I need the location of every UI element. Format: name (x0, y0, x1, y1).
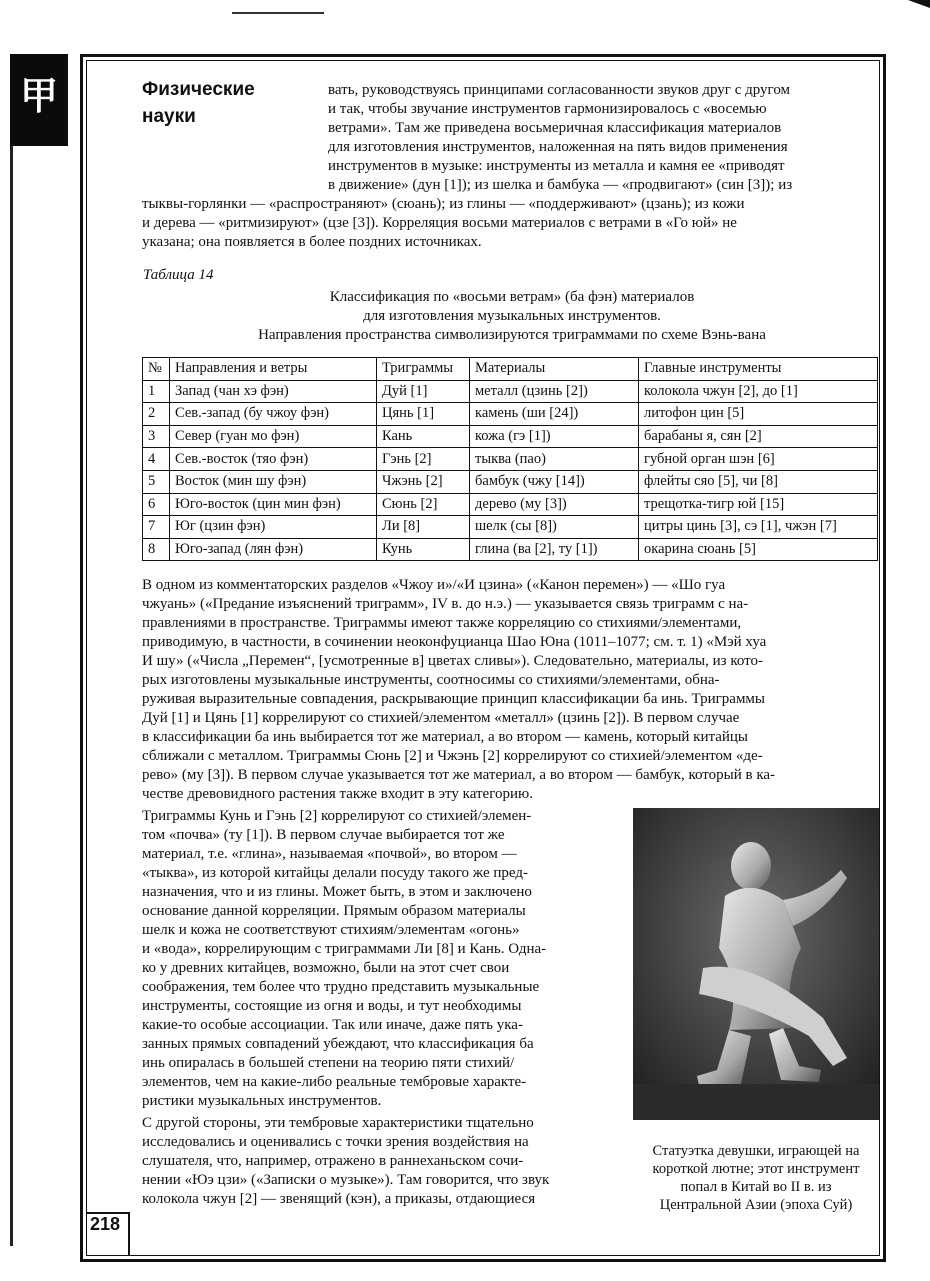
cell-material: камень (ши [24]) (470, 403, 639, 426)
cell-direction: Север (гуан мо фэн) (170, 425, 377, 448)
table-row (143, 493, 878, 516)
body-line: инструменты, состоящие из огня и воды, и тут необходимы (142, 998, 522, 1014)
body-line: и «вода», коррелирующим с триграммами Ли [8] и Кань. Одна- (142, 941, 547, 957)
sidebar-emblem-glyph: 甲 (19, 73, 58, 118)
body-line: честве древовидного растения также входит в эту категорию. (142, 786, 533, 802)
body-line: шелк и кожа не соответствуют стихиям/элементам «огонь» (142, 922, 520, 938)
cell-number: 1 (143, 380, 170, 403)
intro-line: инструментов в музыке: инструменты из металла и камня ее «приводят (328, 158, 785, 174)
cell-direction: Сев.-запад (бу чжоу фэн) (170, 403, 377, 426)
caption-line: Центральной Азии (эпоха Суй) (659, 1197, 853, 1213)
cell-material: глина (ва [2], ту [1]) (470, 538, 639, 561)
sidebar (0, 54, 70, 1262)
cell-number: 5 (143, 470, 170, 493)
cell-trigram: Дуй [1] (377, 380, 470, 403)
intro-line: в движение» (дун [1]); из шелка и бамбука — «продвигают» (син [3]); из (328, 177, 793, 193)
caption-line: Статуэтка девушки, играющей на (652, 1143, 860, 1159)
cell-trigram: Чжэнь [2] (377, 470, 470, 493)
body-line: назначения, что и из глины. Может быть, в этом и заключено (142, 884, 532, 900)
intro-line: ветрами». Там же приведена восьмеричная классификация материалов (328, 120, 782, 136)
body-line: Дуй [1] и Цянь [1] коррелируют со стихией/элементом «металл» (цзинь [2]). В первом случае (142, 710, 740, 726)
corner-mark (908, 0, 930, 8)
body-line: нении «Юэ цзи» («Записки о музыке»). Там говорится, что звук (142, 1172, 550, 1188)
body-line: чжуань» («Предание изъяснений триграмм», IV в. до н.э.) — указывается связь триграмм с на- (142, 596, 749, 612)
statuette-image (633, 808, 879, 1120)
cell-trigram: Цянь [1] (377, 403, 470, 426)
body-line: основание данной корреляции. Прямым образом материалы (142, 903, 526, 919)
cell-instruments: литофон цин [5] (639, 403, 878, 426)
body-line: В одном из комментаторских разделов «Чжоу и»/«И цзина» («Канон перемен») — «Шо гуа (142, 577, 726, 593)
heading-line-2: науки (142, 106, 196, 127)
cell-direction: Сев.-восток (тяо фэн) (170, 448, 377, 471)
cell-material: тыква (пао) (470, 448, 639, 471)
body-line: слушателя, что, например, отражено в раннеханьском сочи- (142, 1153, 524, 1169)
caption-line: короткой лютне; этот инструмент (652, 1161, 860, 1177)
body-line: ристики музыкальных инструментов. (142, 1093, 382, 1109)
cell-number: 2 (143, 403, 170, 426)
intro-line: тыквы-горлянки — «распространяют» (сюань); из глины — «поддерживают» (цзань); из кожи (142, 196, 745, 212)
cell-direction: Юго-восток (цин мин фэн) (170, 493, 377, 516)
table-title (140, 288, 884, 345)
table-title-line: для изготовления музыкальных инструментов. (363, 308, 661, 324)
body-line: исследовались и оценивались с точки зрения воздействия на (142, 1134, 529, 1150)
cell-instruments: флейты сяо [5], чи [8] (639, 470, 878, 493)
cell-material: бамбук (чжу [14]) (470, 470, 639, 493)
table-row (143, 538, 878, 561)
body-line: инь опиралась в большей степени на теорию пяти стихий/ (142, 1055, 515, 1071)
cell-trigram: Ли [8] (377, 516, 470, 539)
table-title-line: Классификация по «восьми ветрам» (ба фэн) материалов (329, 289, 695, 305)
table-row (143, 448, 878, 471)
body-line: правлениями в пространстве. Триграммы имеют также корреляцию со стихиями/элементами, (142, 615, 742, 631)
cell-trigram: Сюнь [2] (377, 493, 470, 516)
intro-line: вать, руководствуясь принципами согласованности звуков друг с другом (328, 82, 791, 98)
body-line: какие-то особые ассоциации. Так или иначе, даже пять ука- (142, 1017, 523, 1033)
body-line: рево» (му [3]). В первом случае указывается тот же материал, а во втором — бамбук, который в ка- (142, 767, 776, 783)
section-heading (142, 76, 312, 130)
table-title-line: Направления пространства символизируются триграммами по схеме Вэнь-вана (258, 327, 766, 343)
cell-material: шелк (сы [8]) (470, 516, 639, 539)
cell-trigram: Кунь (377, 538, 470, 561)
caption-line: попал в Китай во II в. из (680, 1179, 832, 1195)
body-line: руживая выразительные совпадения, раскрывающие принцип классификации ба инь. Триграммы (142, 691, 766, 707)
header-number: № (143, 358, 170, 381)
header-instruments: Главные инструменты (639, 358, 878, 381)
header-trigram: Триграммы (377, 358, 470, 381)
sidebar-rule (10, 146, 13, 1246)
table-row (143, 403, 878, 426)
table-row (143, 470, 878, 493)
body-line: занных прямых совпадений убеждают, что классификация ба (142, 1036, 534, 1052)
cell-instruments: окарина сюань [5] (639, 538, 878, 561)
cell-trigram: Кань (377, 425, 470, 448)
intro-line: для изготовления инструментов, наложенная на пять видов применения (328, 139, 788, 155)
cell-instruments: губной орган шэн [6] (639, 448, 878, 471)
table-header-row (143, 358, 878, 381)
table-row (143, 380, 878, 403)
table-row (143, 425, 878, 448)
cell-instruments: колокола чжун [2], до [1] (639, 380, 878, 403)
body-line: И шу» («Числа „Перемен“, [усмотренные в] цветах сливы»). Следовательно, материалы, из кото- (142, 653, 764, 669)
top-rule (232, 12, 324, 14)
body-line: ко у древних китайцев, возможно, были на этот счет свои (142, 960, 510, 976)
table-row (143, 516, 878, 539)
cell-number: 3 (143, 425, 170, 448)
intro-line: и дерева — «ритмизируют» (цзе [3]). Корреляция восьми материалов с ветрами в «Го юй» не (142, 215, 737, 231)
heading-line-1: Физические (142, 79, 255, 100)
body-line: приводимую, в частности, в сочинении неоконфуцианца Шао Юна (1011–1077; см. т. 1) «Мэй хуа (142, 634, 767, 650)
statuette-photo (633, 808, 879, 1120)
cell-instruments: цитры цинь [3], сэ [1], чжэн [7] (639, 516, 878, 539)
header-material: Материалы (470, 358, 639, 381)
cell-material: металл (цзинь [2]) (470, 380, 639, 403)
table-caption: Таблица 14 (143, 267, 214, 283)
cell-material: дерево (му [3]) (470, 493, 639, 516)
page-number: 218 (90, 1214, 121, 1234)
intro-line: и так, чтобы звучание инструментов гармонизировалось с «восемью (328, 101, 767, 117)
cell-number: 4 (143, 448, 170, 471)
body-line: рых изготовлены музыкальные инструменты, соотносимы со стихиями/элементами, обна- (142, 672, 720, 688)
cell-number: 6 (143, 493, 170, 516)
body-line: сближали с металлом. Триграммы Сюнь [2] и Чжэнь [2] коррелируют со стихией/элементом «де- (142, 748, 763, 764)
body-line: материал, т.е. «глина», называемая «почвой», во втором — (142, 846, 517, 862)
cell-trigram: Гэнь [2] (377, 448, 470, 471)
body-line: соображения, тем более что трудно представить музыкальные (142, 979, 540, 995)
cell-instruments: трещотка-тигр юй [15] (639, 493, 878, 516)
cell-direction: Юго-запад (лян фэн) (170, 538, 377, 561)
body-line: «тыква», из которой китайцы делали посуду такого же пред- (142, 865, 528, 881)
body-line: колокола чжун [2] — звенящий (кэн), а приказы, отдающиеся (142, 1191, 536, 1207)
header-direction: Направления и ветры (170, 358, 377, 381)
figure-caption (628, 1142, 884, 1214)
cell-direction: Юг (цзин фэн) (170, 516, 377, 539)
cell-number: 8 (143, 538, 170, 561)
body-line: элементов, чем на какие-либо реальные тембровые характе- (142, 1074, 527, 1090)
body-line: том «почва» (ту [1]). В первом случае выбирается тот же (142, 827, 505, 843)
body-line: С другой стороны, эти тембровые характеристики тщательно (142, 1115, 534, 1131)
body-line: Триграммы Кунь и Гэнь [2] коррелируют со стихией/элемен- (142, 808, 532, 824)
classification-table (142, 357, 878, 561)
cell-direction: Восток (мин шу фэн) (170, 470, 377, 493)
intro-line: указана; она появляется в более поздних источниках. (142, 234, 482, 250)
cell-number: 7 (143, 516, 170, 539)
body-line: в классификации ба инь выбирается тот же материал, а во втором — камень, который китайцы (142, 729, 749, 745)
cell-instruments: барабаны я, сян [2] (639, 425, 878, 448)
cell-material: кожа (гэ [1]) (470, 425, 639, 448)
cell-direction: Запад (чан хэ фэн) (170, 380, 377, 403)
